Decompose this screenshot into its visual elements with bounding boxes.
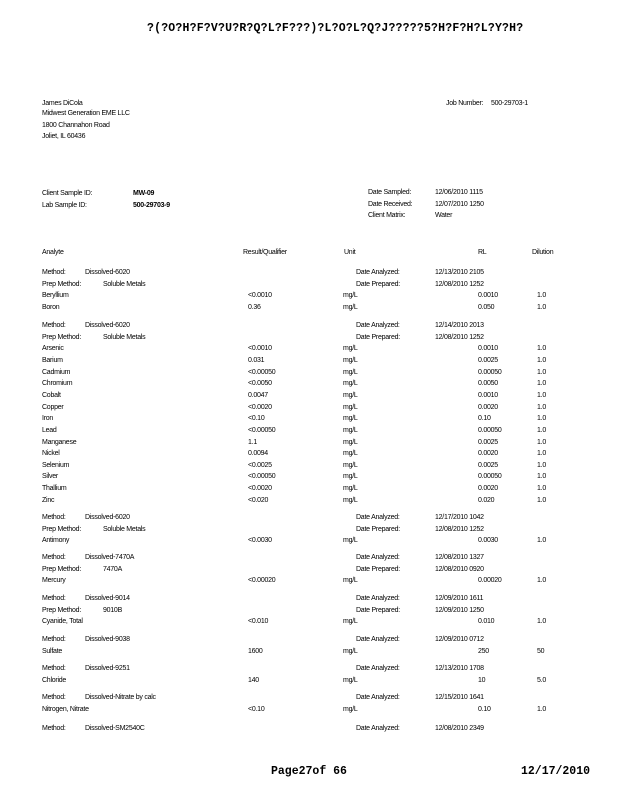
analyte-name: Arsenic: [42, 345, 64, 353]
rl-value: 0.0020: [478, 403, 498, 411]
dilution-value: 50: [537, 647, 545, 655]
rl-value: 0.010: [478, 618, 495, 626]
unit-value: mg/L: [343, 391, 358, 399]
analyte-name: Manganese: [42, 438, 77, 446]
dilution-value: 1.0: [537, 368, 546, 376]
result-value: 0.0094: [248, 450, 268, 458]
dilution-value: 1.0: [537, 496, 546, 504]
client-name: James DiCola: [42, 100, 83, 107]
unit-value: mg/L: [343, 403, 358, 411]
dilution-value: 1.0: [537, 473, 546, 481]
method-name: Dissolved-7470A: [85, 554, 135, 561]
prep-method-label: Prep Method:: [42, 525, 82, 533]
result-value: <0.0020: [248, 485, 272, 493]
result-value: 1600: [248, 647, 263, 655]
result-value: <0.0010: [248, 292, 272, 300]
date-analyzed-value: 12/08/2010 2349: [435, 725, 484, 732]
date-analyzed-value: 12/14/2010 2013: [435, 322, 484, 329]
prep-method-label: Prep Method:: [42, 565, 82, 573]
method-label: Method:: [42, 595, 66, 602]
unit-value: mg/L: [343, 705, 358, 713]
result-value: <0.0030: [248, 537, 272, 545]
result-value: 0.0047: [248, 391, 268, 399]
prep-method-name: Soluble Metals: [103, 333, 146, 341]
analyte-name: Thallium: [42, 485, 67, 493]
date-analyzed-label: Date Analyzed:: [356, 554, 400, 561]
rl-value: 0.050: [478, 303, 495, 311]
date-prepared-value: 12/08/2010 1252: [435, 333, 484, 341]
prep-method-name: Soluble Metals: [103, 525, 146, 533]
rl-value: 0.00050: [478, 368, 502, 376]
rl-value: 0.00020: [478, 577, 502, 585]
date-prepared-value: 12/08/2010 1252: [435, 525, 484, 533]
col-rl: RL: [478, 249, 487, 256]
client-matrix-label: Client Matrix:: [368, 212, 406, 219]
date-prepared-value: 12/08/2010 1252: [435, 280, 484, 288]
date-analyzed-label: Date Analyzed:: [356, 636, 400, 643]
dilution-value: 1.0: [537, 461, 546, 469]
method-name: Dissolved-9038: [85, 636, 130, 643]
method-label: Method:: [42, 554, 66, 561]
dilution-value: 1.0: [537, 403, 546, 411]
rl-value: 0.10: [478, 415, 491, 423]
analyte-name: Cyanide, Total: [42, 618, 83, 626]
result-value: 140: [248, 676, 259, 684]
result-value: <0.0025: [248, 461, 272, 469]
prep-method-label: Prep Method:: [42, 333, 82, 341]
result-value: 0.031: [248, 356, 265, 364]
date-sampled-label: Date Sampled:: [368, 189, 412, 196]
rl-value: 0.0025: [478, 438, 498, 446]
result-value: <0.00050: [248, 426, 276, 434]
date-analyzed-value: 12/08/2010 1327: [435, 554, 484, 561]
analyte-name: Silver: [42, 473, 59, 481]
rl-value: 0.00050: [478, 473, 502, 481]
result-value: <0.0010: [248, 345, 272, 353]
unit-value: mg/L: [343, 537, 358, 545]
analyte-name: Beryllium: [42, 292, 69, 300]
result-value: 0.36: [248, 303, 261, 311]
rl-value: 0.0025: [478, 356, 498, 364]
date-analyzed-label: Date Analyzed:: [356, 694, 400, 701]
date-prepared-label: Date Prepared:: [356, 333, 400, 341]
prep-method-name: 7470A: [103, 565, 122, 573]
date-analyzed-label: Date Analyzed:: [356, 665, 400, 672]
method-label: Method:: [42, 322, 66, 329]
dilution-value: 1.0: [537, 485, 546, 493]
dilution-value: 1.0: [537, 345, 546, 353]
col-dilution: Dilution: [532, 249, 554, 256]
lab-sample-id-value: 500-29703-9: [133, 202, 170, 209]
unit-value: mg/L: [343, 461, 358, 469]
dilution-value: 1.0: [537, 618, 546, 626]
method-label: Method:: [42, 694, 66, 701]
date-analyzed-value: 12/09/2010 1611: [435, 595, 484, 602]
date-analyzed-label: Date Analyzed:: [356, 595, 400, 602]
analyte-name: Barium: [42, 356, 63, 364]
result-value: <0.10: [248, 705, 265, 713]
result-value: <0.00050: [248, 473, 276, 481]
dilution-value: 1.0: [537, 426, 546, 434]
unit-value: mg/L: [343, 496, 358, 504]
unit-value: mg/L: [343, 676, 358, 684]
unit-value: mg/L: [343, 485, 358, 493]
result-value: <0.0020: [248, 403, 272, 411]
result-value: <0.00020: [248, 577, 276, 585]
page-of: of: [312, 765, 327, 778]
analyte-name: Chromium: [42, 380, 73, 388]
col-analyte: Analyte: [42, 249, 64, 256]
client-matrix-value: Water: [435, 212, 453, 219]
analyte-name: Selenium: [42, 461, 70, 469]
page-number: [271, 765, 347, 778]
analyte-name: Copper: [42, 403, 64, 411]
result-value: 1.1: [248, 438, 257, 446]
result-value: <0.10: [248, 415, 265, 423]
report-date: 12/17/2010: [521, 765, 591, 778]
client-sample-id-label: Client Sample ID:: [42, 190, 93, 197]
analyte-name: Sulfate: [42, 647, 63, 655]
prep-method-name: 9010B: [103, 606, 122, 614]
dilution-value: 1.0: [537, 705, 546, 713]
method-name: Dissolved-6020: [85, 269, 130, 276]
unit-value: mg/L: [343, 473, 358, 481]
rl-value: 0.0020: [478, 485, 498, 493]
date-analyzed-value: 12/13/2010 2105: [435, 269, 484, 276]
rl-value: 0.0010: [478, 292, 498, 300]
col-result: Result/Qualifier: [243, 249, 287, 256]
method-label: Method:: [42, 269, 66, 276]
method-name: Dissolved-SM2540C: [85, 725, 145, 732]
dilution-value: 1.0: [537, 391, 546, 399]
rl-value: 250: [478, 647, 489, 655]
rl-value: 0.0020: [478, 450, 498, 458]
result-value: <0.0050: [248, 380, 272, 388]
client-city: Joliet, IL 60436: [42, 133, 86, 140]
method-label: Method:: [42, 725, 66, 732]
date-prepared-label: Date Prepared:: [356, 280, 400, 288]
rl-value: 0.0050: [478, 380, 498, 388]
page-total: 66: [333, 765, 347, 778]
result-value: <0.00050: [248, 368, 276, 376]
job-number-label: Job Number:: [446, 100, 484, 107]
dilution-value: 1.0: [537, 415, 546, 423]
date-prepared-label: Date Prepared:: [356, 525, 400, 533]
date-prepared-value: 12/09/2010 1250: [435, 606, 484, 614]
method-label: Method:: [42, 514, 66, 521]
dilution-value: 5.0: [537, 676, 546, 684]
unit-value: mg/L: [343, 438, 358, 446]
garbled-header: ?(?O?H?F?V?U?R?Q?L?F???)?L?O?L?Q?J?????5?H?F?H?L?Y?H?: [147, 22, 524, 35]
dilution-value: 1.0: [537, 356, 546, 364]
unit-value: mg/L: [343, 292, 358, 300]
prep-method-label: Prep Method:: [42, 280, 82, 288]
unit-value: mg/L: [343, 368, 358, 376]
analyte-name: Chloride: [42, 676, 67, 684]
date-analyzed-value: 12/17/2010 1042: [435, 514, 484, 521]
analyte-name: Boron: [42, 303, 60, 311]
rl-value: 0.00050: [478, 426, 502, 434]
unit-value: mg/L: [343, 577, 358, 585]
result-value: <0.010: [248, 618, 269, 626]
analyte-name: Mercury: [42, 577, 66, 585]
date-analyzed-value: 12/09/2010 0712: [435, 636, 484, 643]
method-label: Method:: [42, 636, 66, 643]
page-current: 27: [298, 765, 313, 778]
date-analyzed-label: Date Analyzed:: [356, 322, 400, 329]
analyte-name: Zinc: [42, 496, 55, 504]
method-label: Method:: [42, 665, 66, 672]
analyte-name: Lead: [42, 426, 57, 434]
unit-value: mg/L: [343, 618, 358, 626]
date-prepared-value: 12/08/2010 0920: [435, 565, 484, 573]
dilution-value: 1.0: [537, 450, 546, 458]
rl-value: 0.10: [478, 705, 491, 713]
dilution-value: 1.0: [537, 292, 546, 300]
analyte-name: Cobalt: [42, 391, 61, 399]
unit-value: mg/L: [343, 426, 358, 434]
rl-value: 0.0025: [478, 461, 498, 469]
analyte-name: Nickel: [42, 450, 60, 458]
unit-value: mg/L: [343, 415, 358, 423]
method-name: Dissolved-9251: [85, 665, 130, 672]
date-analyzed-label: Date Analyzed:: [356, 725, 400, 732]
analyte-name: Nitrogen, Nitrate: [42, 705, 89, 713]
analyte-name: Iron: [42, 415, 54, 423]
analyte-name: Cadmium: [42, 368, 71, 376]
job-number-value: 500-29703-1: [491, 100, 528, 107]
analyte-name: Antimony: [42, 537, 70, 545]
date-analyzed-value: 12/13/2010 1708: [435, 665, 484, 672]
date-analyzed-label: Date Analyzed:: [356, 514, 400, 521]
dilution-value: 1.0: [537, 438, 546, 446]
date-prepared-label: Date Prepared:: [356, 565, 400, 573]
rl-value: 10: [478, 676, 486, 684]
unit-value: mg/L: [343, 380, 358, 388]
unit-value: mg/L: [343, 303, 358, 311]
rl-value: 0.020: [478, 496, 495, 504]
dilution-value: 1.0: [537, 537, 546, 545]
client-street: 1800 Channahon Road: [42, 122, 110, 129]
dilution-value: 1.0: [537, 380, 546, 388]
rl-value: 0.0010: [478, 345, 498, 353]
lab-sample-id-label: Lab Sample ID:: [42, 202, 87, 209]
method-name: Dissolved-6020: [85, 514, 130, 521]
date-analyzed-value: 12/15/2010 1641: [435, 694, 484, 701]
client-company: Midwest Generation EME LLC: [42, 110, 130, 117]
rl-value: 0.0010: [478, 391, 498, 399]
rl-value: 0.0030: [478, 537, 498, 545]
client-sample-id-value: MW-09: [133, 190, 155, 197]
prep-method-name: Soluble Metals: [103, 280, 146, 288]
method-name: Dissolved-9014: [85, 595, 130, 602]
unit-value: mg/L: [343, 647, 358, 655]
date-analyzed-label: Date Analyzed:: [356, 269, 400, 276]
unit-value: mg/L: [343, 356, 358, 364]
dilution-value: 1.0: [537, 577, 546, 585]
dilution-value: 1.0: [537, 303, 546, 311]
date-sampled-value: 12/06/2010 1115: [435, 189, 483, 196]
method-name: Dissolved-Nitrate by calc: [85, 694, 156, 701]
method-name: Dissolved-6020: [85, 322, 130, 329]
result-value: <0.020: [248, 496, 269, 504]
col-unit: Unit: [344, 249, 356, 256]
prep-method-label: Prep Method:: [42, 606, 82, 614]
date-received-label: Date Received:: [368, 201, 413, 208]
unit-value: mg/L: [343, 345, 358, 353]
unit-value: mg/L: [343, 450, 358, 458]
date-prepared-label: Date Prepared:: [356, 606, 400, 614]
page-prefix: Page: [271, 765, 299, 778]
date-received-value: 12/07/2010 1250: [435, 201, 484, 208]
